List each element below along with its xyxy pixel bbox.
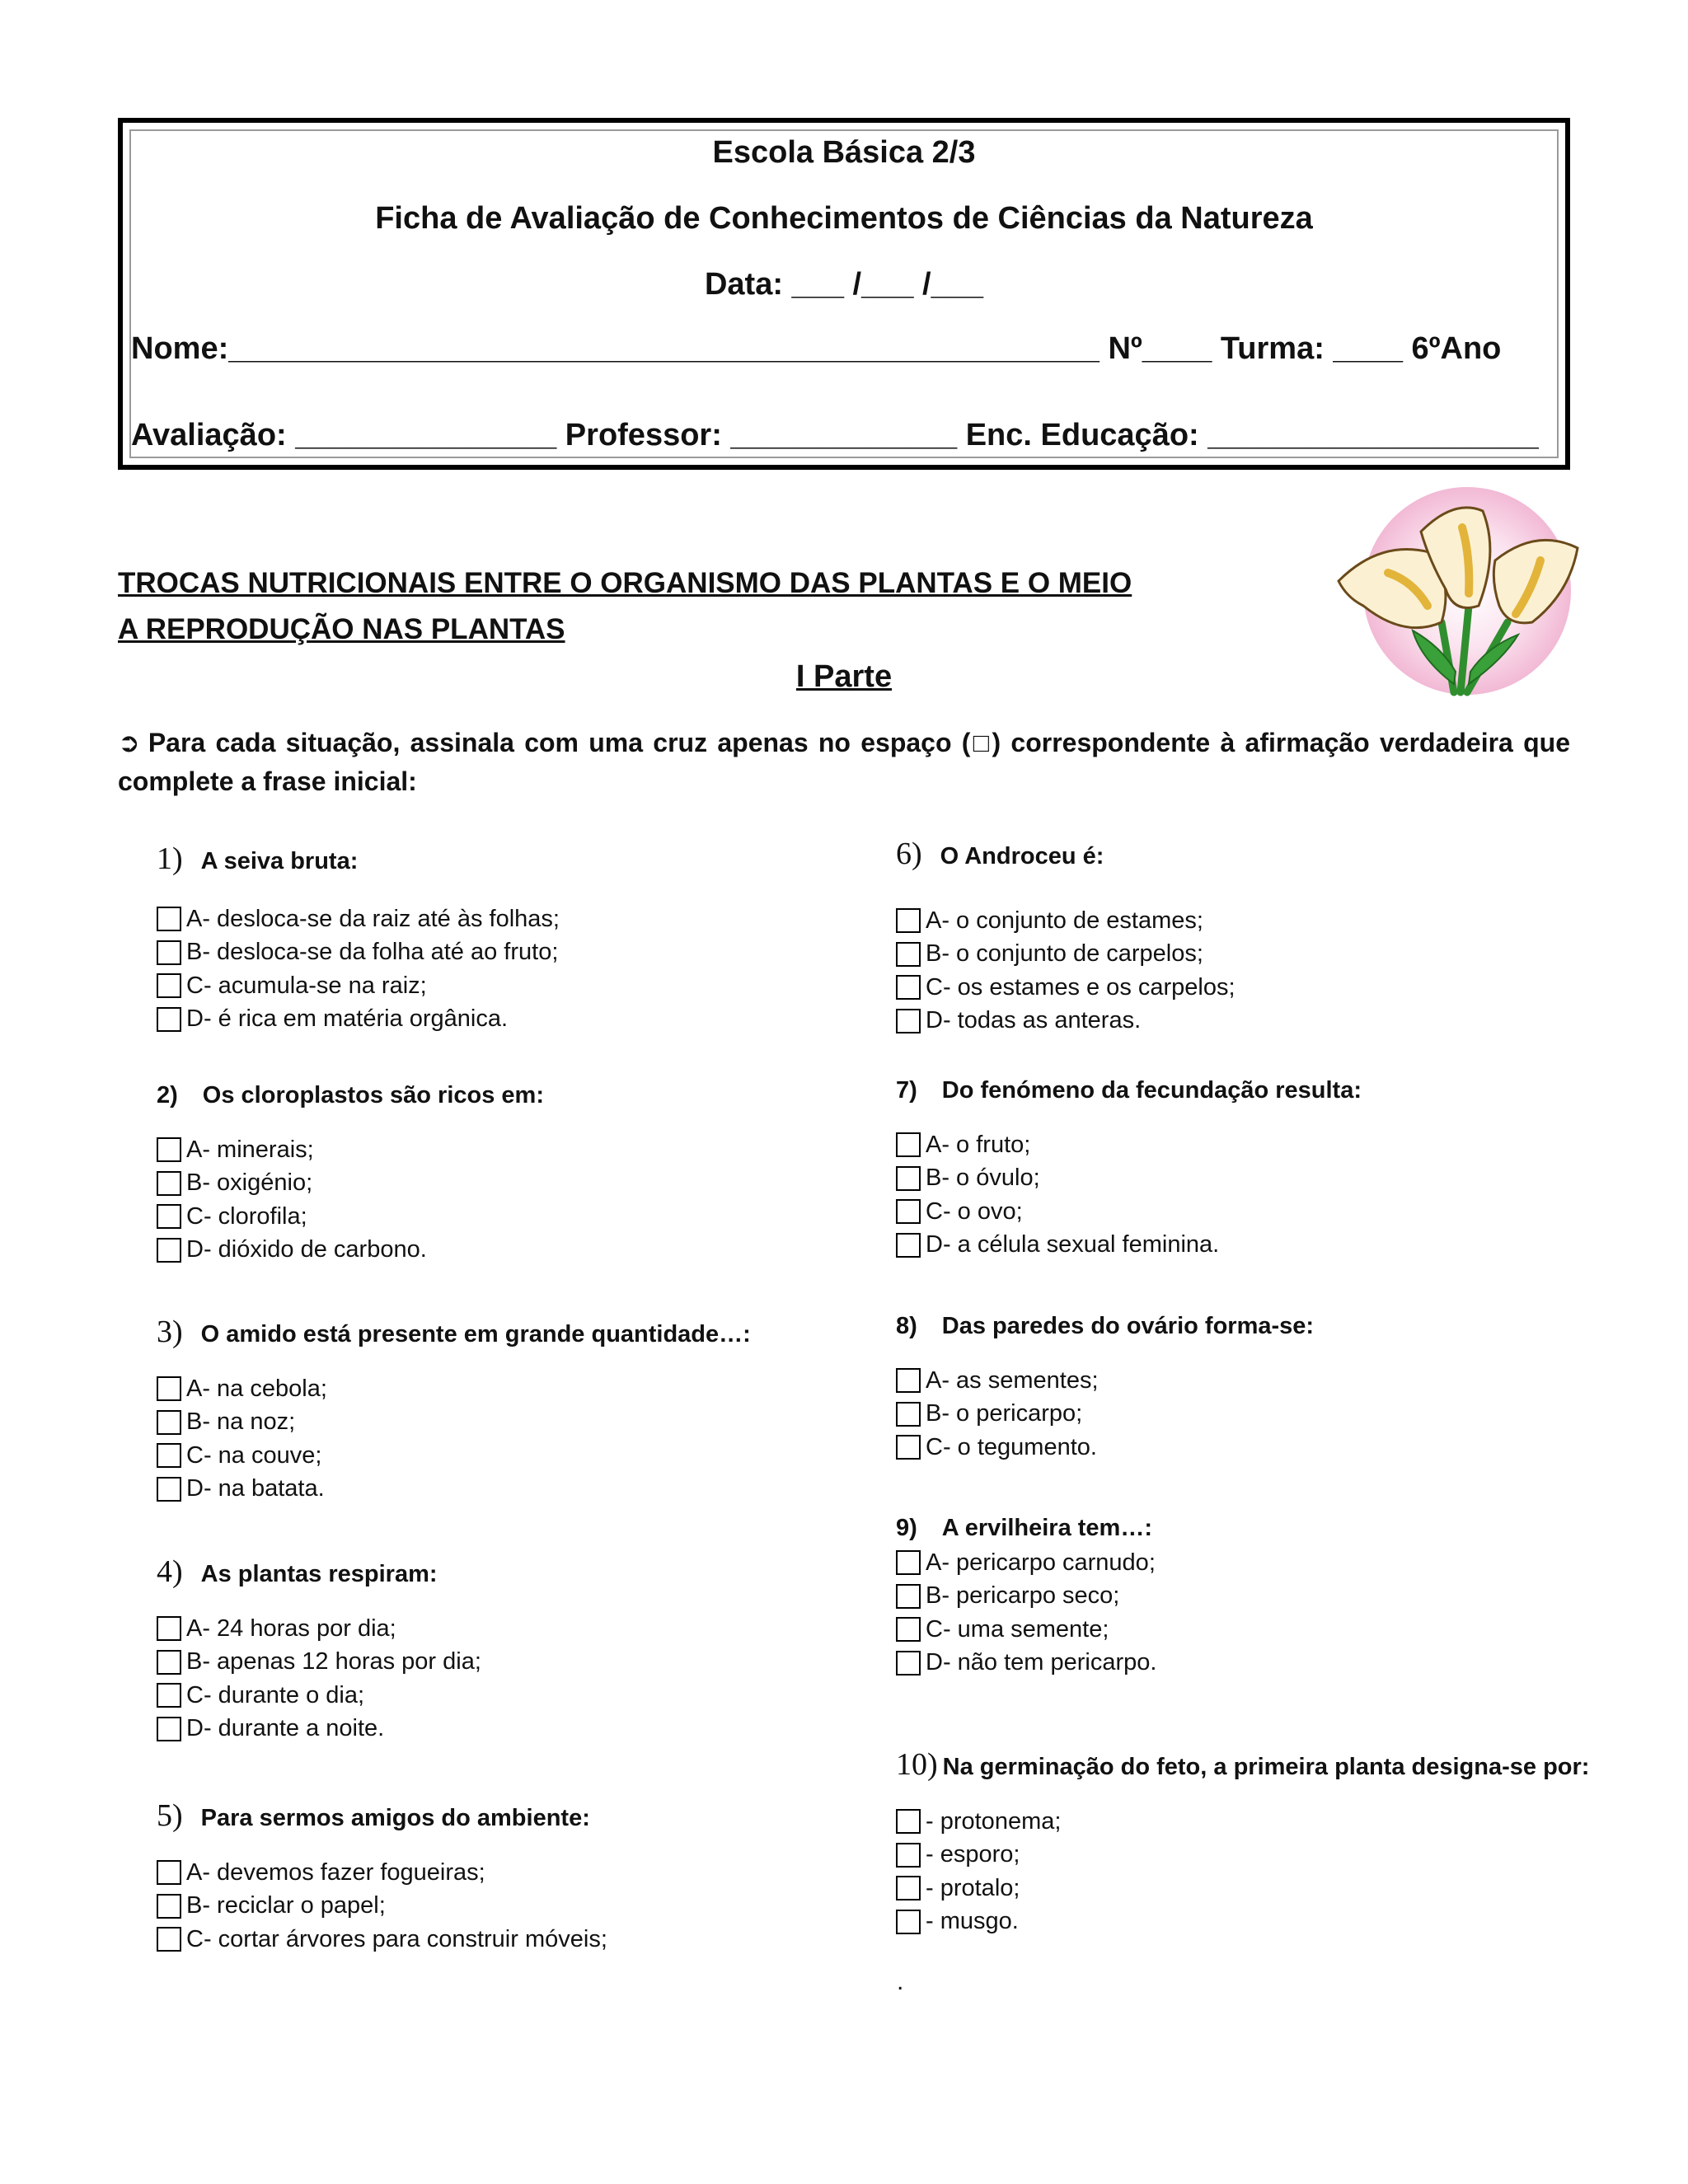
option-c[interactable]: C- clorofila; xyxy=(157,1200,544,1234)
question-8 xyxy=(896,1310,1314,1465)
checkbox[interactable] xyxy=(896,975,921,1000)
question-number: 8) xyxy=(896,1313,917,1339)
option-c[interactable]: C- uma semente; xyxy=(896,1613,1156,1647)
checkbox[interactable] xyxy=(157,1171,181,1196)
question-7 xyxy=(896,1074,1362,1262)
question-text: Na germinação do feto, a primeira planta designa-se por: xyxy=(942,1754,1590,1780)
option-3[interactable]: - protalo; xyxy=(896,1872,1589,1905)
checkbox[interactable] xyxy=(896,1009,921,1033)
option-d[interactable]: D- é rica em matéria orgânica. xyxy=(157,1003,560,1037)
option-c[interactable]: C- cortar árvores para construir móveis; xyxy=(157,1923,607,1957)
option-b[interactable]: B- o óvulo; xyxy=(896,1162,1362,1196)
checkbox[interactable] xyxy=(896,1584,921,1609)
checkbox[interactable] xyxy=(896,1617,921,1642)
checkbox[interactable] xyxy=(157,1204,181,1229)
calla-lily-flowers-icon xyxy=(1330,482,1586,696)
topic-title-1: TROCAS NUTRICIONAIS ENTRE O ORGANISMO DAS PLANTAS E O MEIO xyxy=(118,567,1132,599)
sheet-title: Ficha de Avaliação de Conhecimentos de Ciências da Natureza xyxy=(375,201,1313,236)
question-number: 6) xyxy=(896,837,922,871)
question-text: As plantas respiram: xyxy=(200,1561,438,1587)
question-number: 10) xyxy=(896,1747,938,1782)
question-number: 2) xyxy=(157,1082,178,1108)
question-number: 1) xyxy=(157,841,183,876)
checkbox[interactable] xyxy=(896,1651,921,1675)
school-name: Escola Básica 2/3 xyxy=(712,135,976,170)
option-b[interactable]: B- o pericarpo; xyxy=(896,1398,1314,1432)
part-title: I Parte xyxy=(795,659,893,694)
option-d[interactable]: D- não tem pericarpo. xyxy=(896,1647,1156,1680)
option-b[interactable]: B- na noz; xyxy=(157,1406,751,1440)
option-d[interactable]: D- na batata. xyxy=(157,1473,751,1507)
checkbox[interactable] xyxy=(157,1238,181,1263)
option-b[interactable]: B- o conjunto de carpelos; xyxy=(896,938,1236,972)
checkbox[interactable] xyxy=(896,1166,921,1191)
date-line: Data: ___ /___ /___ xyxy=(704,267,983,302)
checkbox[interactable] xyxy=(896,1199,921,1224)
option-d[interactable]: D- durante a noite. xyxy=(157,1713,481,1746)
option-a[interactable]: A- pericarpo carnudo; xyxy=(896,1546,1156,1580)
question-number: 5) xyxy=(157,1798,183,1833)
checkbox[interactable] xyxy=(896,1435,921,1460)
option-a[interactable]: A- na cebola; xyxy=(157,1372,751,1406)
question-3 xyxy=(157,1315,751,1506)
checkbox[interactable] xyxy=(896,1843,921,1868)
question-text: Para sermos amigos do ambiente: xyxy=(200,1805,590,1831)
question-1 xyxy=(157,842,560,1036)
instruction-text xyxy=(118,724,1570,801)
option-a[interactable]: A- minerais; xyxy=(157,1133,544,1167)
question-4 xyxy=(157,1555,481,1746)
question-10 xyxy=(896,1748,1589,1938)
option-1[interactable]: - protonema; xyxy=(896,1805,1589,1839)
checkbox[interactable] xyxy=(157,1477,181,1502)
name-line: Nome:__________________________________________________ Nº____ Turma: ____ 6ºAno xyxy=(131,331,1502,366)
topic-title-2: A REPRODUÇÃO NAS PLANTAS xyxy=(118,613,565,645)
checkbox[interactable] xyxy=(896,1402,921,1427)
checkbox[interactable] xyxy=(157,1717,181,1741)
option-c[interactable]: C- na couve; xyxy=(157,1439,751,1473)
option-d[interactable]: D- a célula sexual feminina. xyxy=(896,1229,1362,1263)
option-a[interactable]: A- desloca-se da raiz até às folhas; xyxy=(157,902,560,936)
option-b[interactable]: B- pericarpo seco; xyxy=(896,1580,1156,1614)
checkbox[interactable] xyxy=(157,1650,181,1675)
checkbox[interactable] xyxy=(896,908,921,933)
question-5 xyxy=(157,1799,607,1957)
option-a[interactable]: A- devemos fazer fogueiras; xyxy=(157,1856,607,1890)
arrow-right-icon: ➲ xyxy=(118,728,140,757)
checkbox[interactable] xyxy=(896,1550,921,1575)
checkbox[interactable] xyxy=(157,1137,181,1162)
instruction-label: Para cada situação, assinala com uma cruz apenas no espaço (□) correspondente à afirmação verdadeira que complete a frase inicial: xyxy=(118,728,1570,796)
question-text: A ervilheira tem…: xyxy=(941,1515,1152,1541)
trailing-mark: . xyxy=(897,1968,904,1995)
question-text: Os cloroplastos são ricos em: xyxy=(202,1082,544,1108)
option-c[interactable]: C- os estames e os carpelos; xyxy=(896,971,1236,1005)
option-a[interactable]: A- o fruto; xyxy=(896,1128,1362,1162)
checkbox[interactable] xyxy=(157,907,181,931)
checkbox[interactable] xyxy=(896,1233,921,1258)
checkbox[interactable] xyxy=(157,940,181,965)
checkbox[interactable] xyxy=(157,1007,181,1032)
checkbox[interactable] xyxy=(157,1860,181,1885)
option-a[interactable]: A- as sementes; xyxy=(896,1364,1314,1398)
option-d[interactable]: D- dióxido de carbono. xyxy=(157,1234,544,1268)
option-4[interactable]: - musgo. xyxy=(896,1905,1589,1939)
header-box xyxy=(118,118,1570,470)
option-b[interactable]: B- desloca-se da folha até ao fruto; xyxy=(157,936,560,970)
option-2[interactable]: - esporo; xyxy=(896,1839,1589,1872)
question-number: 4) xyxy=(157,1554,183,1589)
checkbox[interactable] xyxy=(157,1683,181,1708)
question-text: Do fenómeno da fecundação resulta: xyxy=(941,1077,1362,1104)
checkbox[interactable] xyxy=(896,1876,921,1900)
option-a[interactable]: A- 24 horas por dia; xyxy=(157,1612,481,1646)
option-b[interactable]: B- apenas 12 horas por dia; xyxy=(157,1646,481,1680)
evaluation-line: Avaliação: _______________ Professor: _____________ Enc. Educação: ___________________ xyxy=(131,418,1539,452)
checkbox[interactable] xyxy=(896,1910,921,1934)
checkbox[interactable] xyxy=(896,1132,921,1157)
question-number: 3) xyxy=(157,1315,183,1349)
option-d[interactable]: D- todas as anteras. xyxy=(896,1005,1236,1038)
option-c[interactable]: C- acumula-se na raiz; xyxy=(157,969,560,1003)
checkbox[interactable] xyxy=(157,1894,181,1919)
checkbox[interactable] xyxy=(896,1809,921,1834)
option-a[interactable]: A- o conjunto de estames; xyxy=(896,904,1236,938)
checkbox[interactable] xyxy=(157,1443,181,1468)
question-text: Das paredes do ovário forma-se: xyxy=(941,1313,1315,1339)
question-number: 9) xyxy=(896,1515,917,1541)
checkbox[interactable] xyxy=(157,1616,181,1641)
question-2 xyxy=(157,1079,544,1267)
option-b[interactable]: B- oxigénio; xyxy=(157,1167,544,1201)
option-c[interactable]: C- o tegumento. xyxy=(896,1431,1314,1465)
question-text: O amido está presente em grande quantidade…: xyxy=(200,1321,751,1347)
question-text: A seiva bruta: xyxy=(200,848,359,874)
question-6 xyxy=(896,837,1236,1038)
checkbox[interactable] xyxy=(896,942,921,967)
checkbox[interactable] xyxy=(157,1927,181,1952)
option-c[interactable]: C- o ovo; xyxy=(896,1195,1362,1229)
checkbox[interactable] xyxy=(157,1410,181,1435)
question-9 xyxy=(896,1511,1156,1680)
question-number: 7) xyxy=(896,1077,917,1104)
checkbox[interactable] xyxy=(896,1368,921,1393)
option-b[interactable]: B- reciclar o papel; xyxy=(157,1890,607,1924)
question-text: O Androceu é: xyxy=(940,843,1104,869)
option-c[interactable]: C- durante o dia; xyxy=(157,1679,481,1713)
checkbox[interactable] xyxy=(157,1376,181,1401)
checkbox[interactable] xyxy=(157,973,181,998)
